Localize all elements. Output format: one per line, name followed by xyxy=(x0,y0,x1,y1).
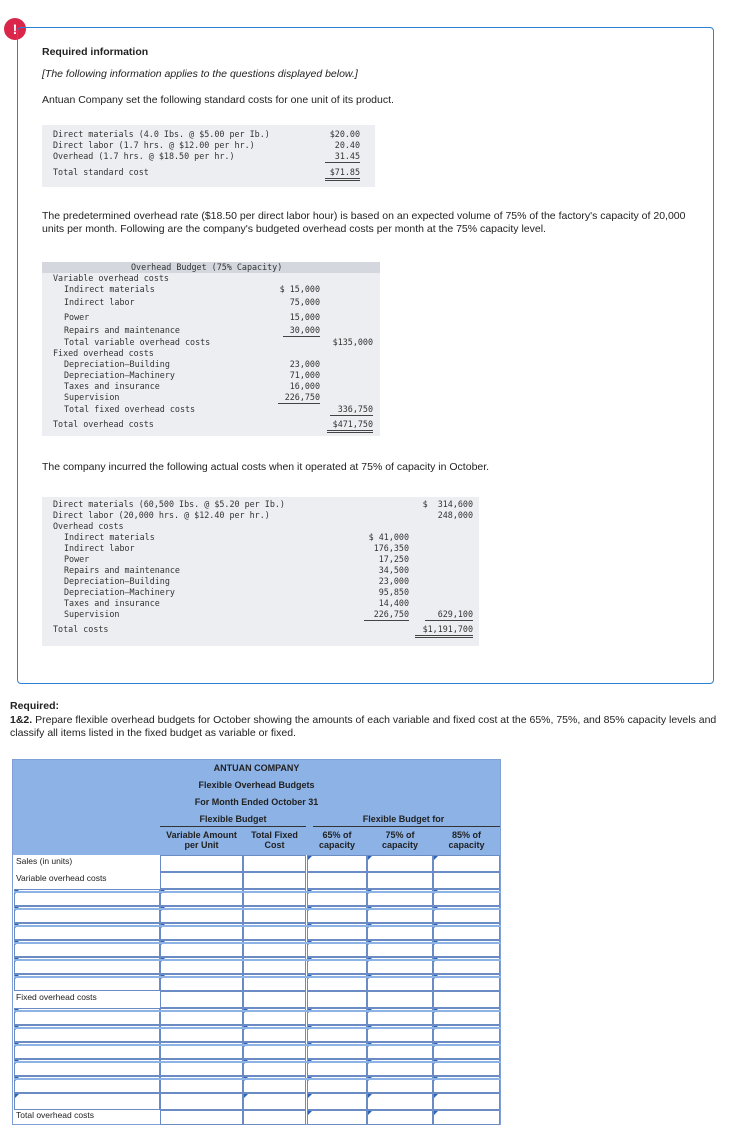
ob-fixed-amount: 71,000 xyxy=(289,370,320,380)
fixed-costs-label: Fixed overhead costs xyxy=(16,992,97,1002)
fixed-amount-input[interactable] xyxy=(243,1093,306,1110)
ob-variable-label: Repairs and maintenance xyxy=(64,325,180,335)
col-85-header: 85% of capacity xyxy=(448,830,485,850)
ac-dl-label: Direct labor (20,000 hrs. @ $12.40 per hr.) xyxy=(53,510,270,520)
fixed-amount-input[interactable] xyxy=(433,1093,500,1110)
variable-header-cell[interactable] xyxy=(433,872,500,889)
fixed-header-cell[interactable] xyxy=(367,991,433,1008)
ob-variable-label: Power xyxy=(64,312,90,322)
std-row-label: Overhead (1.7 hrs. @ $18.50 per hr.) xyxy=(53,151,235,161)
ac-item-label: Depreciation—Building xyxy=(64,576,170,586)
ac-item-amount: 34,500 xyxy=(378,565,409,575)
row-separator xyxy=(14,908,501,910)
fixed-header-cell[interactable] xyxy=(307,991,367,1008)
ac-item-amount: 226,750 xyxy=(364,609,409,621)
required-instructions: Prepare flexible overhead budgets for October showing the amounts of each variable and fixed cost at the 65%, 75%, and 85% capacity levels and classify all items listed in the fixed budget as variable or fixed. xyxy=(10,714,717,739)
ac-dm-label: Direct materials (60,500 Ibs. @ $5.20 per Ib.) xyxy=(53,499,285,509)
std-row-amount: $20.00 xyxy=(329,129,360,139)
ob-variable-amount: 75,000 xyxy=(289,297,320,307)
variable-header-cell[interactable] xyxy=(243,872,306,889)
info-intro: Antuan Company set the following standard costs for one unit of its product. xyxy=(42,94,394,106)
overhead-budget-title: Overhead Budget (75% Capacity) xyxy=(131,262,283,272)
ac-item-label: Power xyxy=(64,554,90,564)
ac-item-amount: 23,000 xyxy=(378,576,409,586)
ac-item-label: Supervision xyxy=(64,609,120,619)
row-separator xyxy=(14,1078,501,1080)
ob-variable-amount: $ 15,000 xyxy=(279,284,320,294)
row-separator xyxy=(14,942,501,944)
row-separator xyxy=(14,1027,501,1029)
ob-fixed-label: Depreciation—Building xyxy=(64,359,170,369)
ob-fixed-label: Taxes and insurance xyxy=(64,381,160,391)
ac-total-label: Total costs xyxy=(53,624,109,634)
total-costs-label: Total overhead costs xyxy=(16,1110,94,1120)
dropdown-marker-icon xyxy=(368,856,372,860)
dropdown-marker-icon xyxy=(308,856,312,860)
row-separator xyxy=(14,976,501,978)
ob-variable-label: Indirect labor xyxy=(64,297,135,307)
dropdown-marker-icon xyxy=(308,1094,312,1098)
ac-item-label: Repairs and maintenance xyxy=(64,565,180,575)
std-total-label: Total standard cost xyxy=(53,167,149,177)
ac-overhead-total: 629,100 xyxy=(425,609,473,621)
flexible-budget-label: Flexible Budget xyxy=(199,814,267,824)
fixed-heading: Fixed overhead costs xyxy=(53,348,154,358)
variable-heading: Variable overhead costs xyxy=(53,273,169,283)
ac-item-amount: 176,350 xyxy=(373,543,409,553)
sales-input[interactable] xyxy=(160,855,243,872)
col-65-header: 65% of capacity xyxy=(318,830,356,850)
ac-overhead-heading: Overhead costs xyxy=(53,521,124,531)
flexible-budget-for-label: Flexible Budget for xyxy=(362,814,445,824)
col-fixed-header: Total Fixed Cost xyxy=(251,830,298,850)
sales-input[interactable] xyxy=(433,855,500,872)
row-separator xyxy=(14,1061,501,1063)
company-name: ANTUAN COMPANY xyxy=(213,763,300,773)
dropdown-marker-icon xyxy=(244,1094,248,1098)
sales-input[interactable] xyxy=(243,855,306,872)
ob-fixed-amount: 16,000 xyxy=(289,381,320,391)
ob-fixed-amount: 23,000 xyxy=(289,359,320,369)
variable-header-cell[interactable] xyxy=(367,872,433,889)
variable-header-cell[interactable] xyxy=(160,872,243,889)
table-title: Flexible Overhead Budgets xyxy=(198,780,315,790)
fixed-amount-input[interactable] xyxy=(307,1093,367,1110)
std-row-label: Direct materials (4.0 Ibs. @ $5.00 per Ib.) xyxy=(53,129,270,139)
total-overhead-input[interactable] xyxy=(307,1110,367,1125)
rate-paragraph: The predetermined overhead rate ($18.50 per direct labor hour) is based on an expected volume of 75% of the factory's capacity of 20,000 units per month. Following are the company's budgeted overhead costs per month at the 75% capacity level. xyxy=(42,210,686,235)
dropdown-marker-icon xyxy=(434,856,438,860)
std-row-label: Direct labor (1.7 hrs. @ $12.00 per hr.) xyxy=(53,140,255,150)
row-separator xyxy=(14,959,501,961)
required-part: 1&2. xyxy=(10,714,33,726)
row-separator xyxy=(14,891,501,893)
col-variable-header: Variable Amount per Unit xyxy=(166,830,237,850)
std-total-amount: $71.85 xyxy=(325,167,360,181)
info-note: [The following information applies to the questions displayed below.] xyxy=(42,68,358,80)
ac-item-label: Depreciation—Machinery xyxy=(64,587,175,597)
ac-dm-amount: $ 314,600 xyxy=(422,499,473,509)
ob-variable-total: $135,000 xyxy=(332,337,373,347)
dropdown-marker-icon xyxy=(368,1111,372,1115)
total-overhead-input[interactable] xyxy=(433,1110,500,1125)
ob-fixed-amount: 226,750 xyxy=(278,392,320,404)
ob-variable-total-label: Total variable overhead costs xyxy=(64,337,211,347)
alert-icon: ! xyxy=(4,18,26,40)
col-75-header: 75% of capacity xyxy=(381,830,419,850)
variable-header-cell[interactable] xyxy=(307,872,367,889)
total-overhead-input[interactable] xyxy=(367,1110,433,1125)
dropdown-marker-icon xyxy=(368,1094,372,1098)
required-text xyxy=(10,714,725,740)
info-heading: Required information xyxy=(42,46,149,58)
dropdown-marker-icon xyxy=(15,1094,19,1098)
fixed-amount-input[interactable] xyxy=(160,1093,243,1110)
std-row-amount: 20.40 xyxy=(334,140,360,150)
ob-fixed-total-label: Total fixed overhead costs xyxy=(64,404,196,414)
sales-input[interactable] xyxy=(307,855,367,872)
fixed-header-cell[interactable] xyxy=(433,991,500,1008)
ob-fixed-label: Depreciation—Machinery xyxy=(64,370,175,380)
fixed-header-cell[interactable] xyxy=(160,991,243,1008)
ob-variable-label: Indirect materials xyxy=(64,284,155,294)
ac-item-amount: $ 41,000 xyxy=(368,532,409,542)
ob-total-label: Total overhead costs xyxy=(53,419,154,429)
ob-fixed-total: 336,750 xyxy=(330,404,373,416)
ob-fixed-label: Supervision xyxy=(64,392,120,402)
row-separator xyxy=(14,1010,501,1012)
fixed-header-cell[interactable] xyxy=(243,991,306,1008)
sales-units-label: Sales (in units) xyxy=(16,856,73,866)
actual-intro: The company incurred the following actual costs when it operated at 75% of capacity in October. xyxy=(42,461,490,473)
ac-item-label: Indirect materials xyxy=(64,532,155,542)
ac-item-amount: 14,400 xyxy=(378,598,409,608)
table-period: For Month Ended October 31 xyxy=(194,797,319,807)
dropdown-marker-icon xyxy=(308,1111,312,1115)
total-overhead-input[interactable] xyxy=(243,1110,306,1125)
ob-variable-amount: 15,000 xyxy=(289,312,320,322)
item-label-select[interactable] xyxy=(14,1093,160,1110)
fixed-amount-input[interactable] xyxy=(367,1093,433,1110)
row-separator xyxy=(14,1044,501,1046)
ob-total: $471,750 xyxy=(327,419,373,433)
dropdown-marker-icon xyxy=(434,1111,438,1115)
flexible-budget-table xyxy=(12,759,501,1125)
variable-costs-label: Variable overhead costs xyxy=(16,873,107,883)
ac-total: $1,191,700 xyxy=(415,624,473,638)
required-heading: Required: xyxy=(10,700,60,712)
ac-item-amount: 17,250 xyxy=(378,554,409,564)
ac-item-label: Indirect labor xyxy=(64,543,135,553)
ob-variable-amount: 30,000 xyxy=(283,325,320,337)
std-row-amount: 31.45 xyxy=(325,151,360,163)
sales-input[interactable] xyxy=(367,855,433,872)
ac-item-label: Taxes and insurance xyxy=(64,598,160,608)
dropdown-marker-icon xyxy=(434,1094,438,1098)
total-overhead-input[interactable] xyxy=(160,1110,243,1125)
row-separator xyxy=(14,925,501,927)
ac-item-amount: 95,850 xyxy=(378,587,409,597)
ac-dl-amount: 248,000 xyxy=(437,510,473,520)
